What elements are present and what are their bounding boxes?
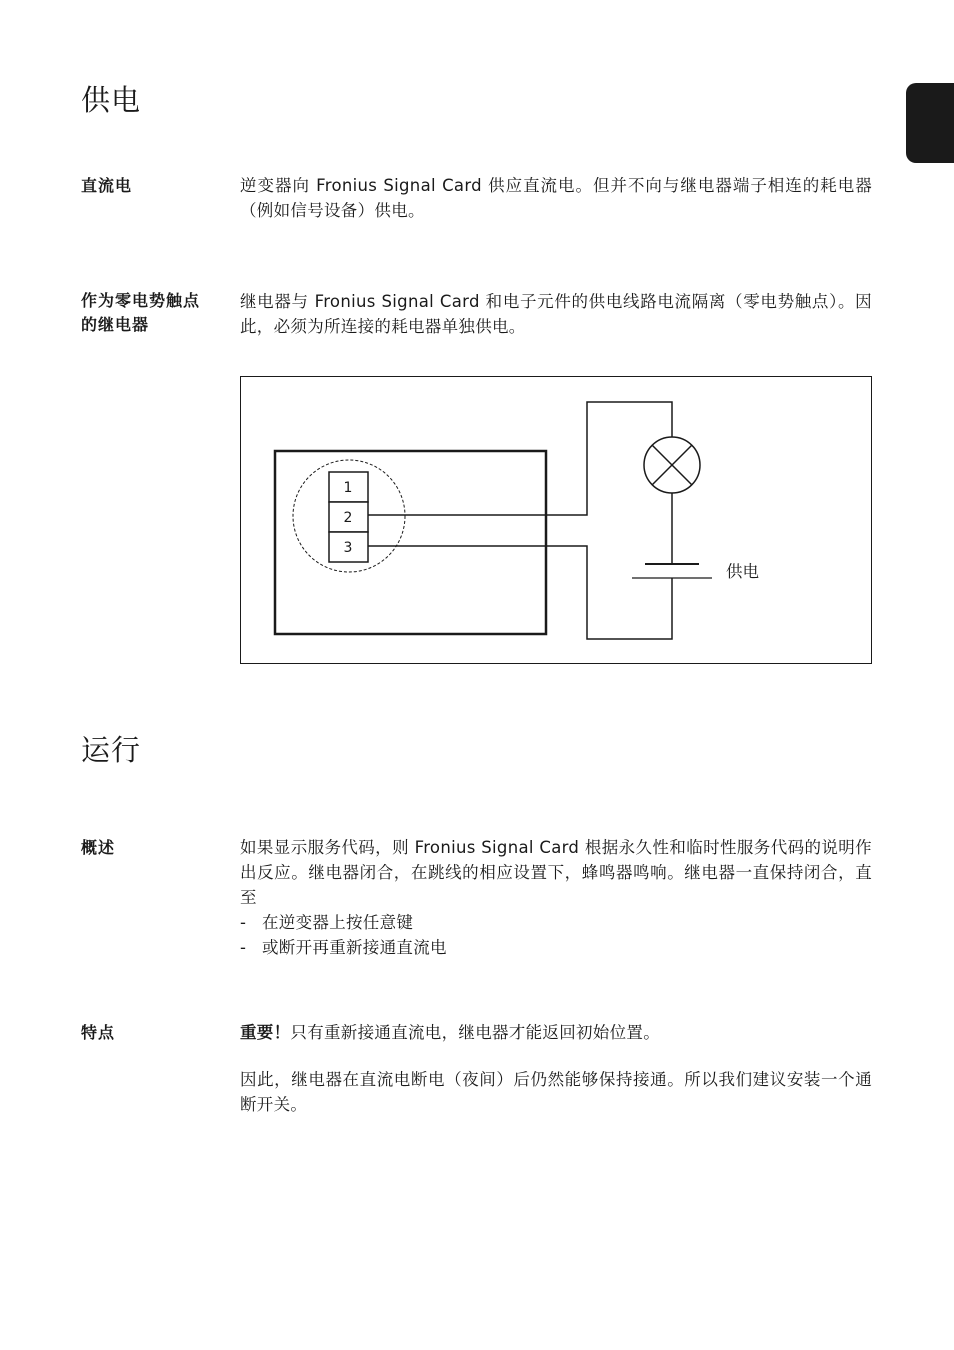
- text-feature: [240, 1020, 872, 1117]
- terminal-2-label: 2: [343, 510, 353, 526]
- wire-terminal-2: [368, 402, 672, 515]
- list-item: [240, 935, 872, 960]
- bullet-marker: -: [240, 913, 247, 932]
- label-relay-line1: 作为零电势触点: [81, 291, 201, 310]
- wiring-diagram: [240, 376, 872, 664]
- inverter-box: [275, 451, 546, 634]
- label-overview: 概述: [81, 838, 116, 857]
- wire-terminal-3: [368, 546, 672, 639]
- label-feature: 特点: [81, 1023, 116, 1042]
- heading-operation: 运行: [81, 733, 142, 767]
- important-text: 只有重新接通直流电，继电器才能返回初始位置。: [290, 1023, 661, 1042]
- text-overview: [240, 835, 872, 960]
- overview-list: [240, 910, 872, 960]
- terminal-3-label: 3: [343, 540, 353, 556]
- label-relay-line2: 的继电器: [81, 315, 150, 334]
- list-item: [240, 910, 872, 935]
- text-feature-paragraph: 因此，继电器在直流电断电（夜间）后仍然能够保持接通。所以我们建议安装一个通断开关。: [240, 1070, 872, 1114]
- terminal-1-label: 1: [343, 480, 353, 496]
- lamp-icon: [644, 437, 700, 493]
- text-relay-paragraph: 继电器与 Fronius Signal Card 和电子元件的供电线路电流隔离（零电势触点）。因此，必须为所连接的耗电器单独供电。: [240, 292, 872, 336]
- label-dc: 直流电: [81, 176, 133, 195]
- text-feature-important: [240, 1020, 872, 1045]
- language-tab: [906, 83, 954, 163]
- wiring-diagram-svg: [241, 377, 872, 664]
- heading-power-supply: 供电: [81, 83, 142, 117]
- text-dc: [240, 173, 872, 223]
- important-label: 重要！: [240, 1023, 291, 1042]
- label-relay: [81, 289, 200, 337]
- bullet-marker: -: [240, 938, 247, 957]
- text-dc-paragraph: 逆变器向 Fronius Signal Card 供应直流电。但并不向与继电器端子相连的耗电器（例如信号设备）供电。: [240, 176, 872, 220]
- text-overview-paragraph: 如果显示服务代码，则 Fronius Signal Card 根据永久性和临时性服务代码的说明作出反应。继电器闭合，在跳线的相应设置下，蜂鸣器鸣响。继电器一直保持闭合，直至: [240, 838, 872, 907]
- battery-icon: [632, 564, 712, 578]
- supply-label: 供电: [726, 562, 759, 581]
- list-item-text: 在逆变器上按任意键: [262, 913, 414, 932]
- list-item-text: 或断开再重新接通直流电: [262, 938, 447, 957]
- text-relay: [240, 289, 872, 339]
